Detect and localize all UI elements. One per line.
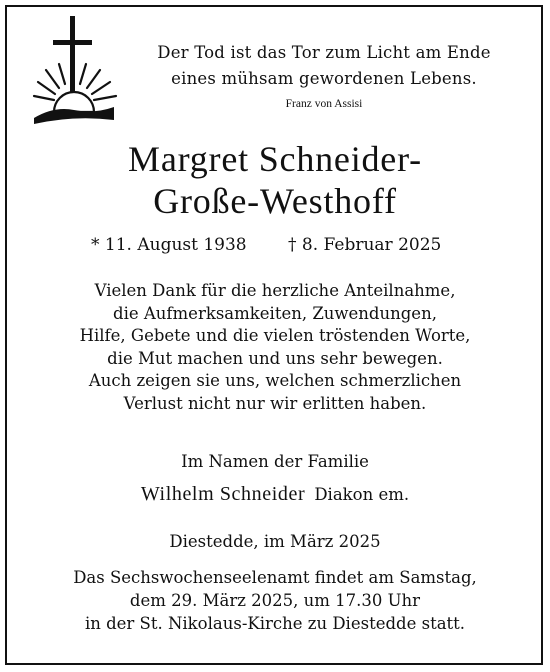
service-line: in der St. Nikolaus-Kirche zu Diestedde statt.: [84, 614, 466, 633]
signatory: [0, 480, 550, 509]
quote-line: eines mühsam gewordenen Lebens.: [171, 69, 477, 88]
quote-line: Der Tod ist das Tor zum Licht am Ende: [157, 43, 491, 62]
death-date: † 8. Februar 2025: [288, 235, 442, 255]
place-date: [0, 530, 550, 554]
cross-sunrise-icon: [30, 14, 130, 132]
place-date-text: Diestedde, im März 2025: [169, 532, 381, 551]
thanks-line: Auch zeigen sie uns, welchen schmerzlichen: [88, 371, 462, 391]
deceased-name-line: Große-Westhoff: [153, 181, 397, 221]
signatory-title: Diakon em.: [314, 485, 410, 504]
service-notice: [0, 566, 550, 635]
thanks-line: Verlust nicht nur wir erlitten haben.: [123, 393, 427, 413]
thanks-line: die Mut machen und uns sehr bewegen.: [107, 348, 443, 368]
service-line: Das Sechswochenseelenamt findet am Samstag,: [73, 568, 477, 587]
family-intro-text: Im Namen der Familie: [181, 452, 369, 471]
birth-date: * 11. August 1938: [91, 235, 247, 255]
thanks-text: [0, 280, 550, 416]
deceased-name: [0, 138, 550, 222]
quote-author: Franz von Assisi: [285, 98, 363, 110]
family-intro: [0, 450, 550, 474]
thanks-line: Hilfe, Gebete und die vielen tröstenden Worte,: [79, 326, 471, 346]
thanks-line: Vielen Dank für die herzliche Anteilnahme,: [94, 281, 456, 300]
signatory-name: Wilhelm Schneider: [140, 483, 306, 505]
service-line: dem 29. März 2025, um 17.30 Uhr: [129, 591, 421, 610]
quote: [132, 40, 516, 113]
life-dates: [0, 232, 550, 258]
thanks-line: die Aufmerksamkeiten, Zuwendungen,: [113, 303, 437, 323]
deceased-name-line: Margret Schneider-: [128, 139, 422, 179]
